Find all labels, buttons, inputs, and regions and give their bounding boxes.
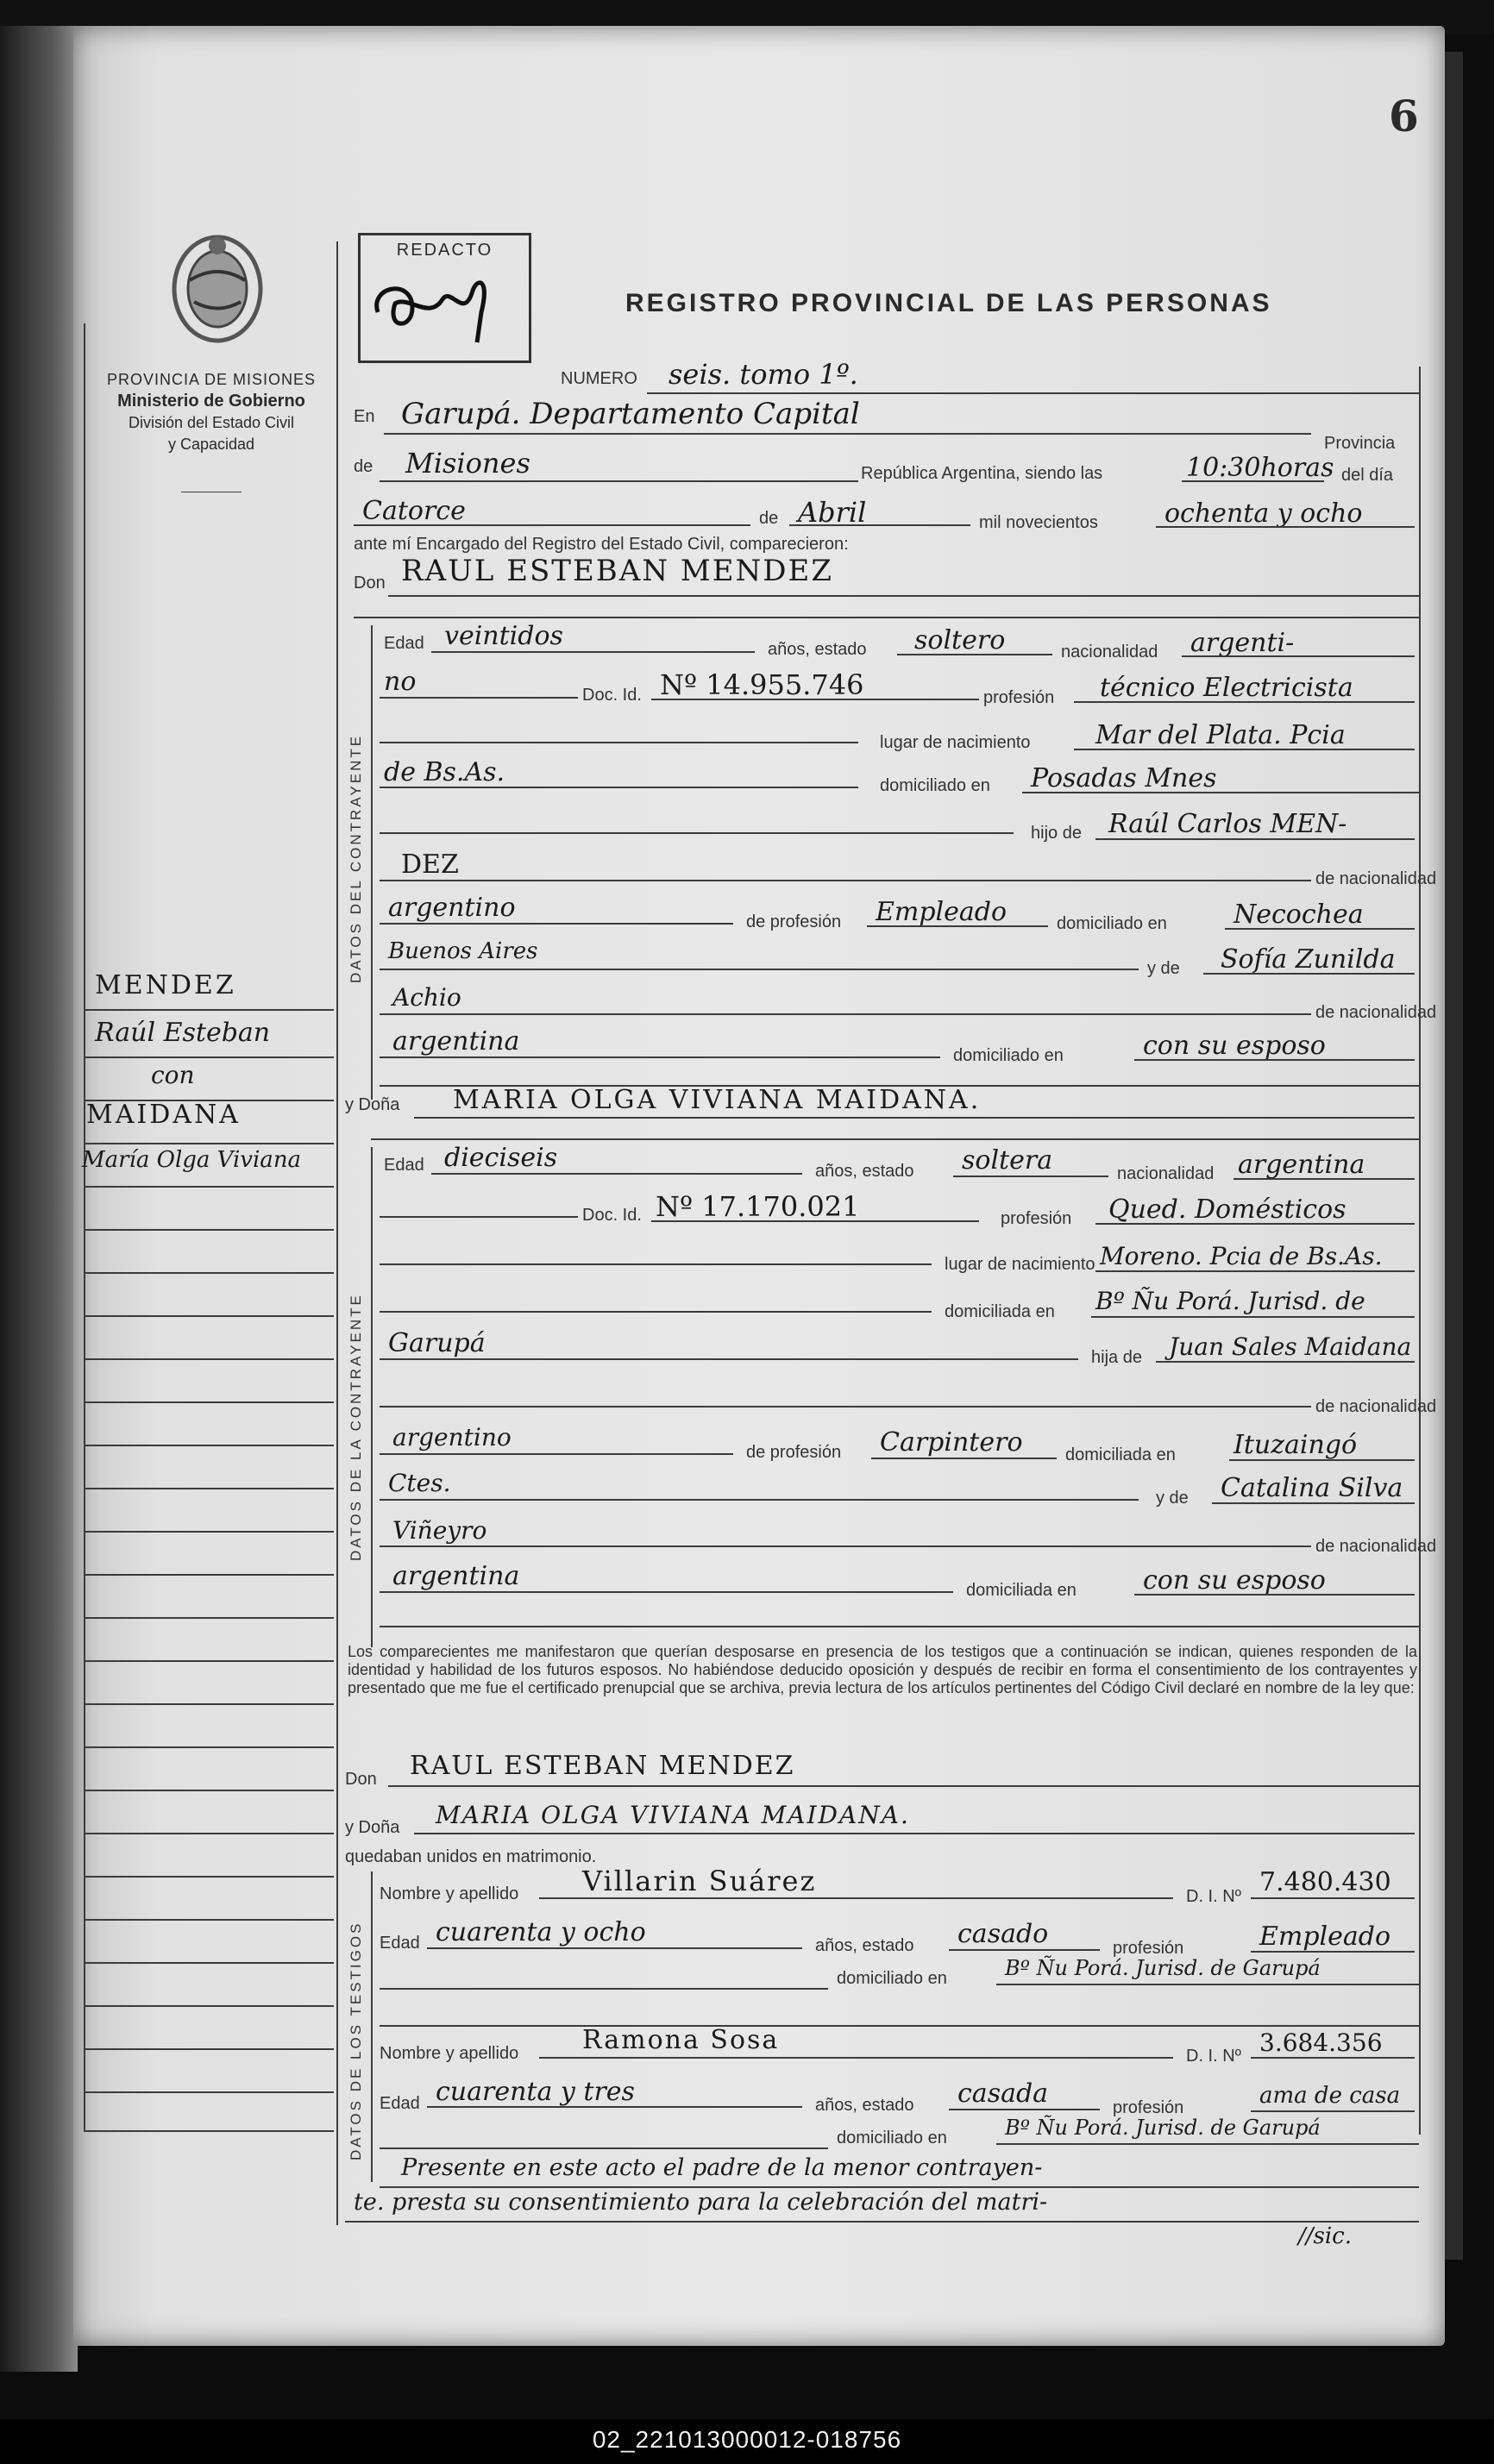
del-dia-label: del día bbox=[1341, 466, 1394, 485]
madre2-value: Catalina Silva bbox=[1221, 1473, 1403, 1503]
y-de1-label: y de bbox=[1147, 959, 1180, 978]
doc2-pre-line bbox=[380, 1216, 578, 1218]
doc1-label: Doc. Id. bbox=[582, 686, 642, 705]
margin-rule-left bbox=[84, 323, 85, 2130]
contrayente2-section-label: DATOS DE LA CONTRAYENTE bbox=[348, 1293, 364, 1561]
padre1-nac: argentino bbox=[388, 893, 516, 923]
padre2-dom-line bbox=[1229, 1459, 1415, 1461]
madre1-nac: argentina bbox=[392, 1026, 520, 1056]
de-nac-m2-label: de nacionalidad bbox=[1315, 1537, 1437, 1556]
decl-dona-value: MARIA OLGA VIVIANA MAIDANA. bbox=[436, 1801, 910, 1829]
ante-label: ante mí Encargado del Registro del Estado Civil, comparecieron: bbox=[354, 535, 849, 554]
decl-don-value: RAUL ESTEBAN MENDEZ bbox=[410, 1751, 795, 1781]
contrayente1-section-label: DATOS DEL CONTRAYENTE bbox=[348, 733, 364, 983]
institution-block bbox=[82, 369, 341, 455]
prof2-value: Qued. Domésticos bbox=[1108, 1194, 1346, 1225]
stamp-label: REDACTO bbox=[396, 241, 493, 260]
t2-di-line bbox=[1251, 2057, 1415, 2059]
unidos-text: quedaban unidos en matrimonio. bbox=[345, 1847, 597, 1866]
padre2-dom: Ituzaingó bbox=[1233, 1430, 1358, 1460]
hijo-pre-line bbox=[380, 832, 1014, 834]
hora-line bbox=[1182, 480, 1324, 482]
note-line-2-rule bbox=[345, 2221, 1419, 2223]
decl-don-line bbox=[388, 1785, 1419, 1787]
lugarnac2-label: lugar de nacimiento bbox=[945, 1255, 1095, 1274]
t2-estado-label: años, estado bbox=[815, 2096, 914, 2115]
madre1b-line bbox=[380, 1013, 1311, 1015]
numero-line bbox=[647, 392, 1419, 394]
lugarnac1-value-cont: de Bs.As. bbox=[384, 757, 505, 787]
t2-prof: ama de casa bbox=[1259, 2083, 1401, 2109]
t1-estado-label: años, estado bbox=[815, 1936, 914, 1955]
madre2-nac: argentina bbox=[392, 1561, 520, 1591]
de-prof-p2-label: de profesión bbox=[746, 1443, 842, 1462]
padre2-dom-cont: Ctes. bbox=[388, 1469, 451, 1497]
mes-line bbox=[789, 524, 970, 526]
padre1-dom2-line bbox=[380, 969, 1139, 970]
t2-edad-label: Edad bbox=[380, 2094, 420, 2113]
madre2b-line bbox=[380, 1545, 1311, 1547]
decl-dona-label: y Doña bbox=[345, 1818, 400, 1837]
dom1-line bbox=[1022, 792, 1419, 793]
edad2-label: Edad bbox=[384, 1156, 424, 1175]
prof1-value: técnico Electricista bbox=[1100, 673, 1353, 703]
dom2-pre-line bbox=[380, 1311, 932, 1313]
separator-line bbox=[354, 617, 1419, 618]
margin-note-line-3: con bbox=[151, 1061, 195, 1089]
provincia-label: Provincia bbox=[1324, 434, 1396, 453]
padre1-dom-cont: Buenos Aires bbox=[388, 938, 538, 964]
t2-nombre: Ramona Sosa bbox=[582, 2025, 780, 2055]
doc1-value: Nº 14.955.746 bbox=[660, 668, 864, 701]
numero-value: seis. tomo 1º. bbox=[669, 358, 858, 391]
t1-dom-pre-line bbox=[380, 1988, 828, 1990]
t1-edad: cuarenta y ocho bbox=[436, 1917, 646, 1947]
dia-value: Catorce bbox=[362, 496, 466, 526]
margin-rule bbox=[336, 241, 338, 2225]
padre1-prof: Empleado bbox=[876, 897, 1008, 927]
t1-dom: Bº Ñu Porá. Jurisd. de Garupá bbox=[1005, 1956, 1321, 1980]
de-nac-p2-label: de nacionalidad bbox=[1315, 1397, 1437, 1416]
padre2-value: Juan Sales Maidana bbox=[1169, 1332, 1412, 1361]
t1-di: 7.480.430 bbox=[1259, 1867, 1391, 1897]
redacto-stamp bbox=[358, 233, 531, 363]
lugarnac2-value: Moreno. Pcia de Bs.As. bbox=[1100, 1242, 1383, 1270]
contrayente1-bracket bbox=[371, 625, 373, 1100]
t1-dom-label: domiciliado en bbox=[837, 1969, 947, 1988]
dom2-label: domiciliada en bbox=[945, 1302, 1055, 1321]
lugarnac1-pre-line bbox=[380, 742, 858, 743]
doc2-value: Nº 17.170.021 bbox=[656, 1190, 860, 1223]
lugarnac2-pre-line bbox=[380, 1263, 932, 1265]
doc2-label: Doc. Id. bbox=[582, 1206, 642, 1225]
t2-prof-line bbox=[1251, 2110, 1415, 2112]
lugarnac1b-line bbox=[380, 787, 858, 788]
doc2-line bbox=[651, 1220, 979, 1222]
book-binding-shadow bbox=[0, 26, 78, 2372]
madre2-line bbox=[1212, 1502, 1415, 1504]
nac2-label: nacionalidad bbox=[1117, 1164, 1215, 1183]
dom2-line bbox=[1091, 1316, 1415, 1318]
t1-nombre-line bbox=[539, 1897, 1173, 1899]
contrayente2-bracket bbox=[371, 1147, 373, 1647]
padre2-nac: argentino bbox=[392, 1423, 512, 1451]
padre1b-line bbox=[380, 880, 1311, 881]
nac1b-line bbox=[380, 697, 578, 699]
y-de2-label: y de bbox=[1156, 1489, 1189, 1508]
madre1-dom: con su esposo bbox=[1143, 1031, 1326, 1061]
madre1-dom-label: domiciliado en bbox=[953, 1046, 1064, 1065]
anos-estado2-label: años, estado bbox=[815, 1162, 914, 1181]
t1-dom-line bbox=[996, 1984, 1419, 1985]
edad1-value: veintidos bbox=[444, 621, 563, 651]
note-line-3: //sic. bbox=[1298, 2223, 1353, 2249]
madre2-nac-line bbox=[380, 1591, 953, 1593]
file-id-bar bbox=[0, 2419, 1494, 2464]
prof1-label: profesión bbox=[983, 688, 1055, 707]
padre2-dom-label: domiciliada en bbox=[1065, 1445, 1176, 1464]
dom2-value: Bº Ñu Porá. Jurisd. de bbox=[1095, 1287, 1365, 1315]
institution-line-3: División del Estado Civil bbox=[128, 414, 295, 431]
t2-dom-pre-line bbox=[380, 2147, 828, 2149]
padre2b-line bbox=[380, 1406, 1311, 1408]
estado1-value: soltero bbox=[914, 625, 1006, 655]
stamp-signature bbox=[361, 260, 524, 347]
prof2-label: profesión bbox=[1001, 1209, 1072, 1228]
nac1-line bbox=[1182, 655, 1415, 657]
padre2-prof: Carpintero bbox=[880, 1427, 1023, 1458]
estado1-line bbox=[897, 654, 1052, 655]
dom2-value-cont: Garupá bbox=[388, 1328, 486, 1358]
madre2-value-cont: Viñeyro bbox=[392, 1516, 487, 1545]
register-page bbox=[73, 26, 1445, 2346]
hijo-label: hijo de bbox=[1031, 824, 1082, 843]
t1-nombre: Villarin Suárez bbox=[582, 1865, 817, 1897]
t1-nombre-label: Nombre y apellido bbox=[380, 1884, 519, 1903]
numero-label: NUMERO bbox=[561, 369, 637, 388]
edad1-line bbox=[431, 651, 755, 653]
t1-estado: casado bbox=[957, 1919, 1049, 1949]
testigos-section-label: DATOS DE LOS TESTIGOS bbox=[348, 1921, 364, 2160]
margin-note-line-1: MENDEZ bbox=[95, 970, 236, 1000]
mil-label: mil novecientos bbox=[979, 513, 1098, 532]
t1-edad-label: Edad bbox=[380, 1934, 420, 1953]
t2-nombre-line bbox=[539, 2057, 1173, 2059]
estado2-value: soltera bbox=[962, 1145, 1053, 1176]
nac2-line bbox=[1233, 1178, 1415, 1180]
madre1-value-cont: Achio bbox=[392, 983, 461, 1012]
dia-line bbox=[354, 524, 750, 526]
madre2-dom-line bbox=[1134, 1594, 1415, 1596]
padre2-line bbox=[1156, 1361, 1415, 1363]
padre1-value-cont: DEZ bbox=[401, 850, 459, 880]
madre1-line bbox=[1203, 973, 1415, 975]
t2-edad: cuarenta y tres bbox=[436, 2077, 635, 2107]
t1-prof-line bbox=[1251, 1951, 1415, 1953]
de-label: de bbox=[354, 457, 374, 476]
separator2-line bbox=[371, 1138, 1419, 1140]
madre1-value: Sofía Zunilda bbox=[1221, 944, 1396, 975]
edad2-line bbox=[431, 1173, 802, 1175]
nombre2-line bbox=[414, 1117, 1415, 1119]
page-number: 6 bbox=[1389, 91, 1419, 141]
t1-prof-label: profesión bbox=[1113, 1939, 1184, 1958]
provincia-line bbox=[380, 480, 858, 482]
lugarnac2-line bbox=[1095, 1270, 1415, 1272]
institution-line-1: PROVINCIA DE MISIONES bbox=[106, 371, 317, 388]
t2-edad-line bbox=[427, 2106, 802, 2108]
t1-di-line bbox=[1251, 1897, 1415, 1899]
coat-of-arms-seal bbox=[164, 229, 272, 349]
madre1-nac-line bbox=[380, 1056, 940, 1058]
t1-di-label: D. I. Nº bbox=[1186, 1887, 1241, 1906]
t1-end-line bbox=[380, 2025, 1419, 2027]
prof2-line bbox=[1095, 1223, 1415, 1225]
padre1-dom-label: domiciliado en bbox=[1057, 914, 1167, 933]
file-id: 02_221013000012-018756 bbox=[592, 2426, 902, 2453]
dom1-value: Posadas Mnes bbox=[1031, 763, 1217, 793]
edad1-label: Edad bbox=[384, 634, 424, 653]
de-nac-p1-label: de nacionalidad bbox=[1315, 869, 1437, 888]
note-line-1-rule bbox=[380, 2186, 1419, 2188]
padre1-dom-line bbox=[1225, 928, 1415, 930]
contrayente2-nombre: MARIA OLGA VIVIANA MAIDANA. bbox=[453, 1085, 982, 1115]
note-line-1: Presente en este acto el padre de la menor contrayen- bbox=[401, 2154, 1043, 2181]
t1-prof: Empleado bbox=[1259, 1922, 1391, 1952]
edad2-value: dieciseis bbox=[444, 1143, 558, 1173]
de-prof-p1-label: de profesión bbox=[746, 912, 842, 931]
t2-nombre-label: Nombre y apellido bbox=[380, 2044, 519, 2063]
padre1-nac-line bbox=[380, 923, 733, 925]
decl-don-label: Don bbox=[345, 1770, 377, 1789]
padre2-dom2-line bbox=[380, 1499, 1139, 1501]
t2-dom-label: domiciliado en bbox=[837, 2129, 947, 2147]
padre1-dom: Necochea bbox=[1233, 900, 1364, 930]
hora-value: 10:30horas bbox=[1186, 453, 1334, 483]
de-nac-m1-label: de nacionalidad bbox=[1315, 1003, 1437, 1022]
doc1-line bbox=[651, 699, 979, 700]
dona-label: y Doña bbox=[345, 1095, 400, 1114]
anio-value: ochenta y ocho bbox=[1164, 498, 1363, 529]
body-rule-right bbox=[1419, 367, 1421, 2135]
padre2-nac-line bbox=[380, 1453, 733, 1455]
estado2-line bbox=[953, 1176, 1108, 1177]
nac1-label: nacionalidad bbox=[1061, 643, 1158, 661]
padre2-prof-line bbox=[871, 1458, 1057, 1459]
testigos-bracket bbox=[371, 1872, 373, 2182]
hija-label: hija de bbox=[1091, 1348, 1142, 1367]
declaration-text: Los comparecientes me manifestaron que querían desposarse en presencia de los testigos que a continuación se indican, quienes responden de la identidad y habilidad de los futuros esposos. No habiéndose deducido oposición y después de recibir en forma el consentimiento de los contrayentes y presentado que me fue el certificado prenupcial que se archiva, previa lectura de los artículos pertinentes del Código Civil declaré en nombre de la ley que: bbox=[348, 1643, 1417, 1696]
lugarnac1-line bbox=[1074, 749, 1415, 750]
anos-estado1-label: años, estado bbox=[768, 640, 867, 659]
dom2b-line bbox=[380, 1358, 1078, 1360]
page-title: REGISTRO PROVINCIAL DE LAS PERSONAS bbox=[625, 289, 1272, 317]
margin-note-line-2: Raúl Esteban bbox=[95, 1018, 271, 1048]
prof1-line bbox=[1074, 701, 1415, 703]
republica-label: República Argentina, siendo las bbox=[861, 464, 1103, 483]
nac1-value-cont: no bbox=[384, 667, 417, 697]
nac1-value: argenti- bbox=[1190, 628, 1295, 658]
lugar-line bbox=[384, 433, 1311, 435]
t2-estado-line bbox=[949, 2109, 1100, 2110]
de2-label: de bbox=[759, 509, 779, 528]
decl-dona-line bbox=[414, 1833, 1415, 1834]
c2-end-line bbox=[380, 1626, 1419, 1627]
t2-di-label: D. I. Nº bbox=[1186, 2047, 1241, 2066]
t2-dom-line bbox=[996, 2143, 1419, 2145]
t2-dom: Bº Ñu Porá. Jurisd. de Garupá bbox=[1005, 2116, 1321, 2140]
t1-edad-line bbox=[427, 1947, 802, 1949]
lugarnac1-value: Mar del Plata. Pcia bbox=[1095, 720, 1346, 750]
madre2-dom-label: domiciliada en bbox=[966, 1581, 1077, 1600]
lugar-value: Garupá. Departamento Capital bbox=[401, 397, 860, 431]
dom1-label: domiciliado en bbox=[880, 776, 990, 795]
en-label: En bbox=[354, 407, 375, 426]
institution-line-2: Ministerio de Gobierno bbox=[117, 392, 305, 411]
t2-estado: casada bbox=[957, 2078, 1049, 2109]
margin-note-line-5: María Olga Viviana bbox=[82, 1147, 302, 1173]
nombre1-line bbox=[388, 595, 1419, 597]
margin-note-line-4: MAIDANA bbox=[86, 1100, 241, 1130]
t2-di: 3.684.356 bbox=[1259, 2028, 1383, 2057]
padre1-value: Raúl Carlos MEN- bbox=[1108, 809, 1347, 839]
madre2-dom: con su esposo bbox=[1143, 1565, 1326, 1596]
anio-line bbox=[1156, 526, 1415, 528]
nac2-value: argentina bbox=[1238, 1150, 1365, 1180]
madre1-dom-line bbox=[1134, 1059, 1415, 1061]
t1-estado-line bbox=[949, 1949, 1100, 1951]
don-label: Don bbox=[354, 574, 386, 592]
note-line-2: te. presta su consentimiento para la celebración del matri- bbox=[354, 2189, 1048, 2216]
t2-prof-label: profesión bbox=[1113, 2098, 1184, 2117]
contrayente1-nombre: RAUL ESTEBAN MENDEZ bbox=[401, 554, 833, 588]
institution-line-4: y Capacidad bbox=[167, 436, 255, 453]
padre1-line bbox=[1095, 838, 1415, 840]
lugarnac1-label: lugar de nacimiento bbox=[880, 733, 1031, 752]
provincia-value: Misiones bbox=[405, 447, 530, 480]
mes-value: Abril bbox=[798, 496, 867, 529]
padre1-prof-line bbox=[867, 925, 1048, 927]
